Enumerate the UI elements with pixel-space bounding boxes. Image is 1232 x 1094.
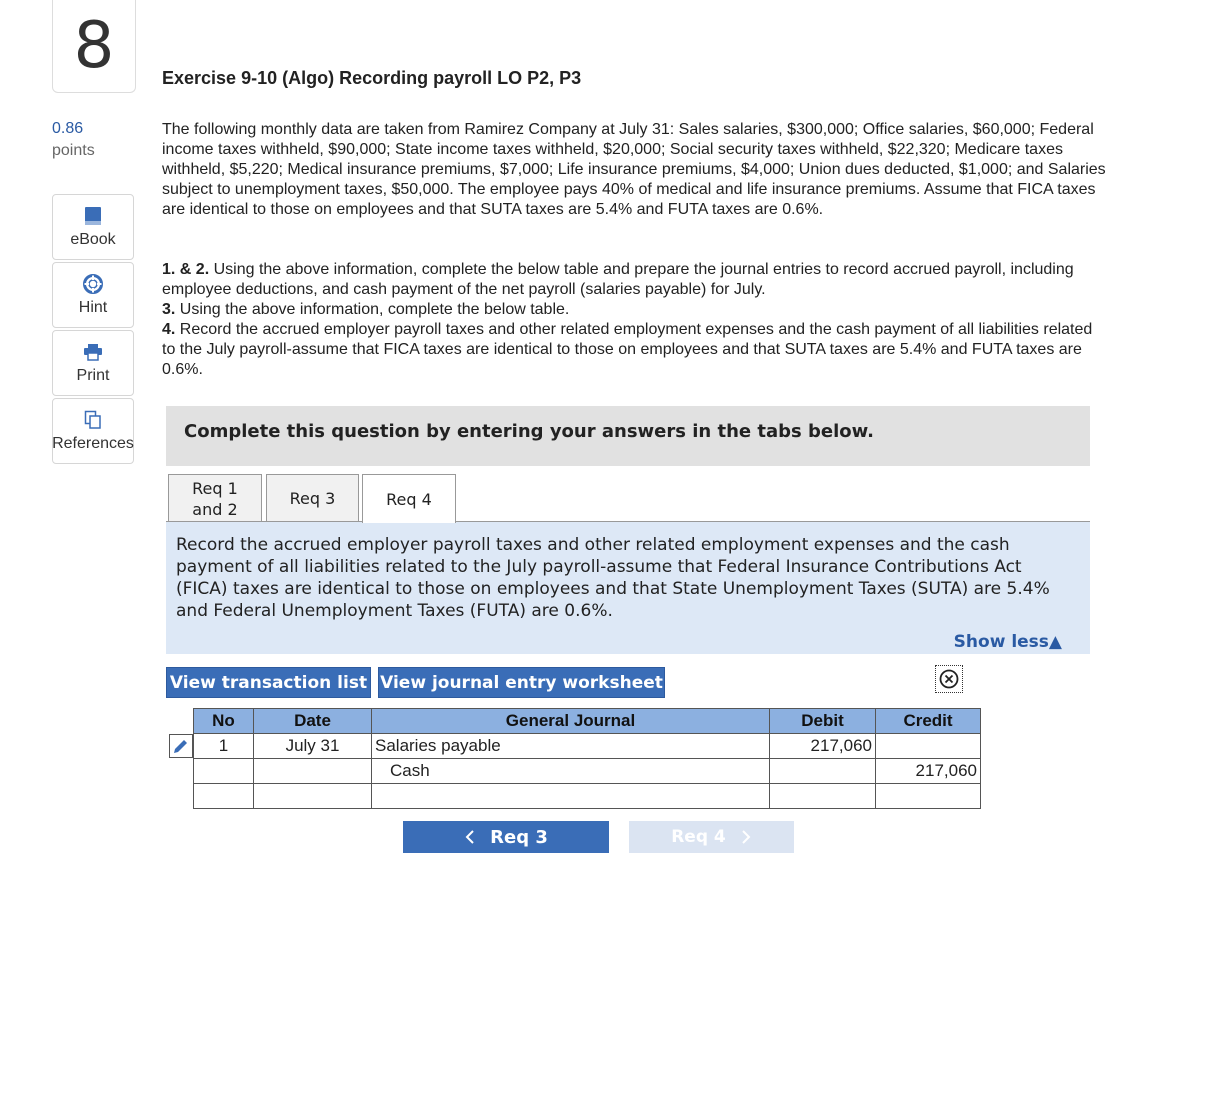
edit-entry-button[interactable] xyxy=(169,734,193,758)
requirement-3: 3. Using the above information, complete the below table. xyxy=(162,301,570,318)
show-less-link[interactable]: Show less▲ xyxy=(953,632,1062,652)
close-button[interactable] xyxy=(935,665,963,693)
question-number: 8 xyxy=(52,0,136,93)
chevron-right-icon xyxy=(740,829,752,845)
hint-label: Hint xyxy=(78,299,108,316)
table-row xyxy=(194,759,981,784)
prev-req-button[interactable]: Req 3 xyxy=(403,821,609,853)
requirements xyxy=(162,260,1107,380)
row-account: Cash xyxy=(372,759,770,784)
view-journal-worksheet-button[interactable]: View journal entry worksheet xyxy=(378,667,665,698)
row-credit xyxy=(876,784,981,809)
general-journal-table xyxy=(193,708,981,809)
tab-req-3[interactable]: Req 3 xyxy=(266,474,359,522)
references-label: References xyxy=(52,435,134,452)
table-row xyxy=(194,784,981,809)
table-header-row xyxy=(194,709,981,734)
row-date: July 31 xyxy=(254,734,372,759)
view-transaction-list-button[interactable]: View transaction list xyxy=(166,667,371,698)
row-no: 1 xyxy=(194,734,254,759)
tab-instructions-panel xyxy=(166,522,1090,654)
points-value: 0.86 xyxy=(52,120,84,137)
close-circle-icon xyxy=(939,669,959,689)
requirement-4: 4. Record the accrued employer payroll taxes and other related employment expenses and the cash payment of all liabilities related to the July payroll-assume that FICA taxes are identical to those on employees and that SUTA taxes are 5.4% and FUTA taxes are 0.6%. xyxy=(162,321,1093,378)
row-account xyxy=(372,784,770,809)
table-row xyxy=(194,734,981,759)
row-debit xyxy=(770,784,876,809)
next-req-button: Req 4 xyxy=(629,821,794,853)
tab-req-1-and-2[interactable]: Req 1 and 2 xyxy=(168,474,262,522)
row-no xyxy=(194,784,254,809)
header-no: No xyxy=(194,709,254,734)
row-debit: 217,060 xyxy=(770,734,876,759)
triangle-up-icon: ▲ xyxy=(1048,632,1062,652)
ebook-button[interactable] xyxy=(52,194,134,260)
print-label: Print xyxy=(76,367,110,384)
pencil-icon xyxy=(172,737,190,755)
row-date xyxy=(254,784,372,809)
hint-button[interactable] xyxy=(52,262,134,328)
row-no xyxy=(194,759,254,784)
chevron-left-icon xyxy=(464,829,476,845)
requirement-1-2: 1. & 2. Using the above information, complete the below table and prepare the journal entries to record accrued payroll, including employee deductions, and cash payment of the net payroll (salaries payable) for July. xyxy=(162,261,1074,298)
print-button[interactable] xyxy=(52,330,134,396)
header-debit: Debit xyxy=(770,709,876,734)
row-credit xyxy=(876,734,981,759)
row-credit: 217,060 xyxy=(876,759,981,784)
ebook-label: eBook xyxy=(70,231,116,248)
header-credit: Credit xyxy=(876,709,981,734)
tab-req-4[interactable]: Req 4 xyxy=(362,474,456,523)
header-general-journal: General Journal xyxy=(372,709,770,734)
tab-instructions-text: Record the accrued employer payroll taxes and other related employment expenses and the cash payment of all liabilities related to the July payroll-assume that Federal Insurance Contributions Act (FICA) taxes are identical to those on employees and that State Unemployment Taxes (SUTA) are 5.4% and Federal Unemployment Taxes (FUTA) are 0.6%. xyxy=(176,535,1050,621)
exercise-title: Exercise 9-10 (Algo) Recording payroll LO P2, P3 xyxy=(162,68,582,88)
references-button[interactable] xyxy=(52,398,134,464)
header-date: Date xyxy=(254,709,372,734)
book-icon xyxy=(84,205,102,227)
lifebuoy-icon xyxy=(83,273,103,295)
question-intro: The following monthly data are taken from Ramirez Company at July 31: Sales salaries, $300,000; Office salaries, $60,000; Federal income taxes withheld, $90,000; State income taxes withheld, $20,000; Social security taxes withheld, $22,320; Medicare taxes withheld, $5,220; Medical insurance premiums, $7,000; Life insurance premiums, $4,000; Union dues deducted, $1,000; and Salaries subject to unemployment taxes, $50,000. The employee pays 40% of medical and life insurance premiums. Assume that FICA taxes are identical to those on employees and that SUTA taxes are 5.4% and FUTA taxes are 0.6%. xyxy=(162,121,1106,218)
printer-icon xyxy=(83,341,103,363)
documents-icon xyxy=(84,409,102,431)
points-label: points xyxy=(52,142,95,159)
instruction-banner xyxy=(166,406,1090,466)
row-date xyxy=(254,759,372,784)
row-account: Salaries payable xyxy=(372,734,770,759)
row-debit xyxy=(770,759,876,784)
banner-text: Complete this question by entering your answers in the tabs below. xyxy=(184,421,874,442)
